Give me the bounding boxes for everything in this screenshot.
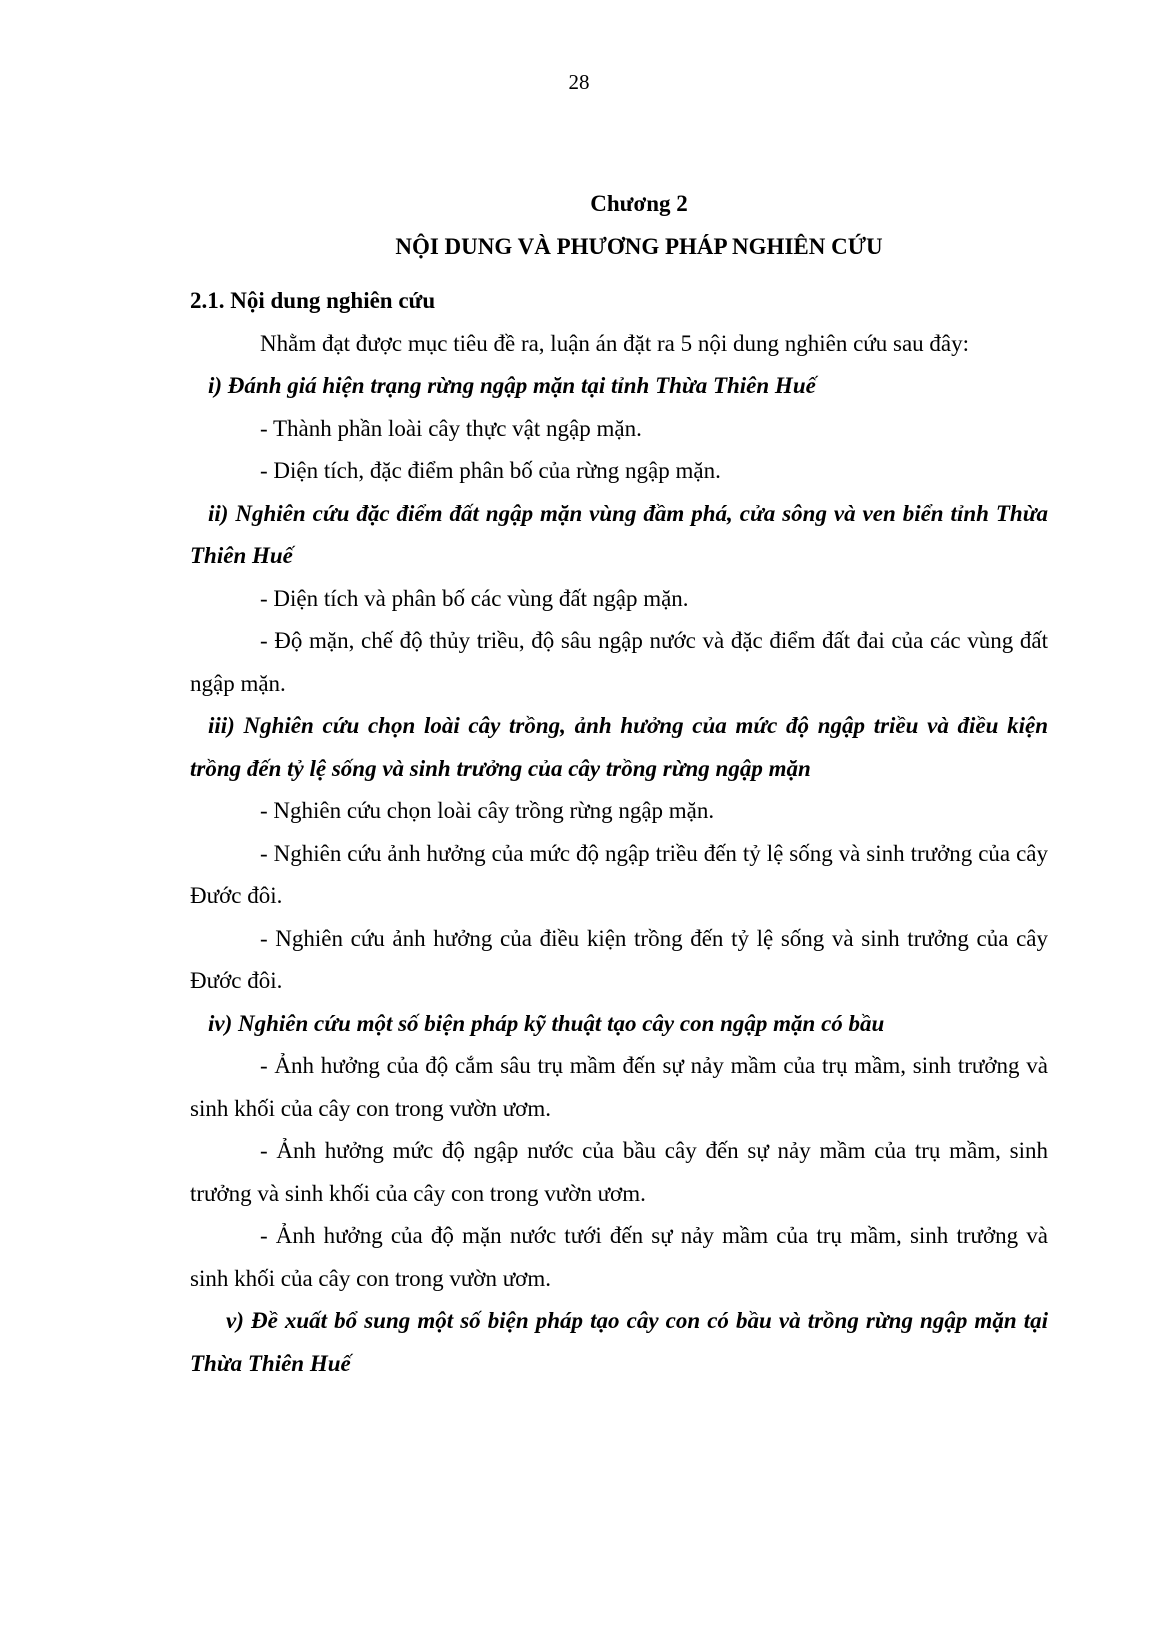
topic-heading-ii: ii) Nghiên cứu đặc điểm đất ngập mặn vùng đầm phá, cửa sông và ven biển tỉnh Thừa Thiên Huế [190, 500, 1048, 568]
topic-heading-i: i) Đánh giá hiện trạng rừng ngập mặn tại tỉnh Thừa Thiên Huế [208, 373, 816, 398]
topic-item: - Ảnh hưởng của độ mặn nước tưới đến sự nảy mầm của trụ mầm, sinh trưởng và sinh khối của cây con trong vườn ươm. [190, 1223, 1048, 1291]
topic-item: - Ảnh hưởng mức độ ngập nước của bầu cây đến sự nảy mầm của trụ mầm, sinh trưởng và sinh khối của cây con trong vườn ươm. [190, 1138, 1048, 1206]
section-heading: 2.1. Nội dung nghiên cứu [190, 288, 436, 313]
page-number: 28 [568, 70, 590, 94]
topic-item: - Diện tích và phân bố các vùng đất ngập mặn. [260, 585, 689, 611]
chapter-label: Chương 2 [590, 191, 688, 216]
topic-heading-iv: iv) Nghiên cứu một số biện pháp kỹ thuật tạo cây con ngập mặn có bầu [208, 1010, 885, 1036]
topic-heading-iii: iii) Nghiên cứu chọn loài cây trồng, ảnh hưởng của mức độ ngập triều và điều kiện trồng đến tỷ lệ sống và sinh trưởng của cây trồng rừng ngập mặn [190, 713, 1048, 781]
page-content [190, 183, 1048, 1385]
topic-item: - Diện tích, đặc điểm phân bố của rừng ngập mặn. [260, 458, 721, 483]
topic-item: - Thành phần loài cây thực vật ngập mặn. [260, 415, 642, 441]
topic-item: - Nghiên cứu ảnh hưởng của mức độ ngập triều đến tỷ lệ sống và sinh trưởng của cây Đước đôi. [190, 840, 1048, 908]
section-intro: Nhằm đạt được mục tiêu đề ra, luận án đặt ra 5 nội dung nghiên cứu sau đây: [260, 330, 970, 356]
topic-item: - Nghiên cứu ảnh hưởng của điều kiện trồng đến tỷ lệ sống và sinh trưởng của cây Đước đôi. [190, 925, 1048, 993]
topic-item: - Ảnh hưởng của độ cắm sâu trụ mầm đến sự nảy mầm của trụ mầm, sinh trưởng và sinh khối của cây con trong vườn ươm. [190, 1053, 1048, 1121]
topic-item: - Nghiên cứu chọn loài cây trồng rừng ngập mặn. [260, 798, 715, 823]
topic-heading-v: v) Đề xuất bổ sung một số biện pháp tạo cây con có bầu và trồng rừng ngập mặn tại Thừa Thiên Huế [190, 1308, 1048, 1376]
chapter-title: NỘI DUNG VÀ PHƯƠNG PHÁP NGHIÊN CỨU [395, 233, 883, 259]
topic-item: - Độ mặn, chế độ thủy triều, độ sâu ngập nước và đặc điểm đất đai của các vùng đất ngập mặn. [190, 628, 1048, 696]
